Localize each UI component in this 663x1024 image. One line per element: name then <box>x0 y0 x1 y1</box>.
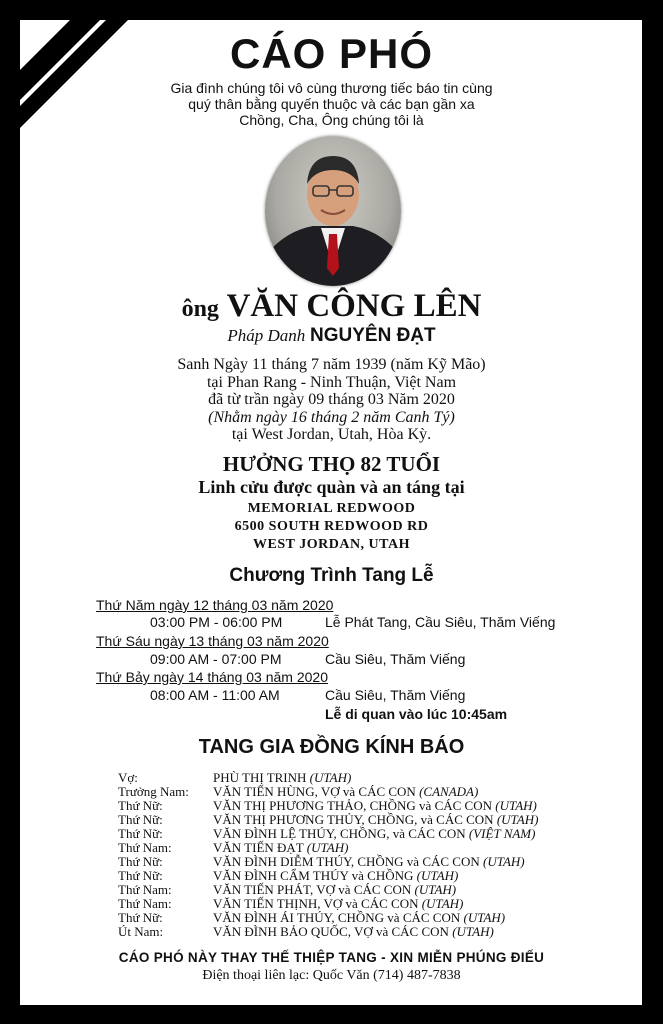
family-place: (UTAH) <box>496 812 539 827</box>
intro-text <box>0 80 663 128</box>
family-role: Thứ Nữ: <box>118 798 163 813</box>
family-role: Thứ Nữ: <box>118 868 163 883</box>
family-place: (UTAH) <box>421 896 464 911</box>
burial-address <box>0 500 663 554</box>
family-role: Thứ Nữ: <box>118 910 163 925</box>
burial-text: Linh cửu được quàn và an táng tại <box>198 477 465 497</box>
family-name: VĂN ĐÌNH ÁI THÚY, CHỒNG và CÁC CON <box>213 910 461 925</box>
family-role: Thứ Nữ: <box>118 854 163 869</box>
biography <box>0 356 663 444</box>
page-title: CÁO PHÓ <box>229 30 433 77</box>
schedule-event: Cầu Siêu, Thăm Viếng <box>325 687 466 703</box>
address-line: MEMORIAL REDWOOD <box>247 501 416 516</box>
dharma-label: Pháp Danh <box>227 326 306 345</box>
family-place: (UTAH) <box>452 924 494 939</box>
family-member <box>213 924 494 940</box>
family-place: (UTAH) <box>309 770 352 785</box>
bio-line: đã từ trần ngày 09 tháng 03 Năm 2020 <box>208 391 455 408</box>
dharma-name <box>0 325 663 347</box>
address-line: WEST JORDAN, UTAH <box>253 537 410 552</box>
schedule-time: 09:00 AM - 07:00 PM <box>150 651 282 667</box>
family-name: VĂN ĐÌNH CẨM THÚY và CHỒNG <box>213 868 414 883</box>
dharma-value: NGUYÊN ĐẠT <box>310 325 436 346</box>
schedule-day: Thứ Bảy ngày 14 tháng 03 năm 2020 <box>96 669 328 685</box>
deceased-name <box>0 288 663 325</box>
name-full: VĂN CÔNG LÊN <box>226 288 482 324</box>
intro-line: quý thân bằng quyến thuộc và các bạn gần xa <box>188 96 475 112</box>
name-prefix: ông <box>181 296 219 322</box>
schedule-time: 08:00 AM - 11:00 AM <box>150 687 280 703</box>
footer-contact: Điện thoại liên lạc: Quốc Văn (714) 487-7838 <box>202 968 461 983</box>
family-name: VĂN THỊ PHƯƠNG THỦY, CHỒNG, và CÁC CON <box>213 812 494 827</box>
schedule-day: Thứ Sáu ngày 13 tháng 03 năm 2020 <box>96 633 329 649</box>
family-role: Trưởng Nam: <box>118 784 189 799</box>
family-place: (UTAH) <box>483 854 525 869</box>
family-role: Thứ Nam: <box>118 896 172 911</box>
schedule-day: Thứ Năm ngày 12 tháng 03 năm 2020 <box>96 597 334 613</box>
announce-heading: TANG GIA ĐỒNG KÍNH BÁO <box>198 736 465 758</box>
family-place: (VIỆT NAM) <box>468 826 536 841</box>
age-heading: HƯỞNG THỌ 82 TUỔI <box>222 452 441 476</box>
intro-line: Gia đình chúng tôi vô cùng thương tiếc báo tin cùng <box>170 80 493 96</box>
family-name: VĂN TIẾN HÙNG, VỢ và CÁC CON <box>213 784 416 799</box>
bio-line: (Nhằm ngày 16 tháng 2 năm Canh Tý) <box>208 408 455 426</box>
family-place: (UTAH) <box>495 798 537 813</box>
schedule-event: Lễ Phát Tang, Cầu Siêu, Thăm Viếng <box>325 614 556 630</box>
schedule-event: Cầu Siêu, Thăm Viếng <box>325 651 466 667</box>
family-role: Thứ Nam: <box>118 882 172 897</box>
family-name: VĂN TIẾN ĐẠT <box>213 840 304 855</box>
address-line: 6500 SOUTH REDWOOD RD <box>234 519 429 534</box>
family-name: VĂN THỊ PHƯƠNG THẢO, CHỒNG và CÁC CON <box>213 798 492 813</box>
bio-line: Sanh Ngày 11 tháng 7 năm 1939 (năm Kỹ Mão) <box>177 356 486 373</box>
bio-line: tại Phan Rang - Ninh Thuận, Việt Nam <box>206 373 457 391</box>
family-place: (UTAH) <box>414 882 457 897</box>
family-place: (CANADA) <box>419 784 479 799</box>
family-role: Út Nam: <box>118 924 164 939</box>
procession-note: Lễ di quan vào lúc 10:45am <box>325 706 508 722</box>
family-name: VĂN TIẾN THỊNH, VỢ và CÁC CON <box>213 896 419 911</box>
family-role: Thứ Nam: <box>118 840 172 855</box>
program-title: Chương Trình Tang Lễ <box>229 565 434 586</box>
footer-notice: CÁO PHÓ NÀY THAY THẾ THIỆP TANG - XIN MIỄN PHÚNG ĐIẾU <box>118 950 545 965</box>
family-place: (UTAH) <box>306 840 349 855</box>
family-name: PHÙ THỊ TRINH <box>213 770 307 785</box>
family-place: (UTAH) <box>416 868 459 883</box>
family-name: VĂN TIẾN PHÁT, VỢ và CÁC CON <box>213 882 412 897</box>
family-role: Vợ: <box>118 770 138 785</box>
bio-line: tại West Jordan, Utah, Hòa Kỳ. <box>231 426 432 443</box>
family-role: Thứ Nữ: <box>118 826 163 841</box>
schedule-time: 03:00 PM - 06:00 PM <box>150 614 283 630</box>
family-name: VĂN ĐÌNH BẢO QUỐC, VỢ và CÁC CON <box>213 924 449 939</box>
intro-line: Chồng, Cha, Ông chúng tôi là <box>239 112 424 128</box>
portrait-photo <box>265 136 401 286</box>
family-role: Thứ Nữ: <box>118 812 163 827</box>
family-name: VĂN ĐÌNH DIỄM THÚY, CHỒNG và CÁC CON <box>213 854 480 869</box>
family-place: (UTAH) <box>463 910 506 925</box>
family-name: VĂN ĐÌNH LỆ THÚY, CHỒNG, và CÁC CON <box>213 826 466 841</box>
